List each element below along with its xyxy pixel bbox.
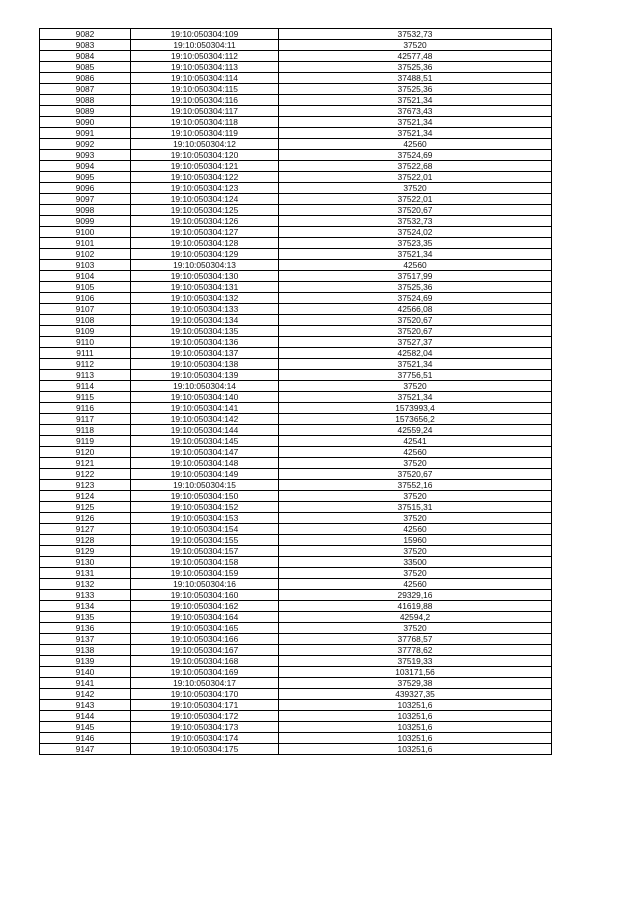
cadastral-number-cell: 19:10:050304:147 (131, 447, 279, 458)
row-number-cell: 9083 (40, 40, 131, 51)
row-number-cell: 9105 (40, 282, 131, 293)
value-cell: 42560 (279, 260, 552, 271)
row-number-cell: 9112 (40, 359, 131, 370)
value-cell: 42577,48 (279, 51, 552, 62)
cadastral-number-cell: 19:10:050304:159 (131, 568, 279, 579)
value-cell: 37525,36 (279, 282, 552, 293)
value-cell: 42560 (279, 139, 552, 150)
cadastral-number-cell: 19:10:050304:12 (131, 139, 279, 150)
table-row (40, 326, 552, 337)
value-cell: 103251,6 (279, 722, 552, 733)
value-cell: 42560 (279, 579, 552, 590)
value-cell: 37520 (279, 546, 552, 557)
row-number-cell: 9143 (40, 700, 131, 711)
table-row (40, 40, 552, 51)
value-cell: 103171,56 (279, 667, 552, 678)
value-cell: 37522,01 (279, 172, 552, 183)
value-cell: 37523,35 (279, 238, 552, 249)
row-number-cell: 9095 (40, 172, 131, 183)
value-cell: 37532,73 (279, 216, 552, 227)
value-cell: 41619,88 (279, 601, 552, 612)
cadastral-number-cell: 19:10:050304:165 (131, 623, 279, 634)
value-cell: 103251,6 (279, 744, 552, 755)
table-row (40, 645, 552, 656)
cadastral-number-cell: 19:10:050304:130 (131, 271, 279, 282)
table-row (40, 216, 552, 227)
value-cell: 42594,2 (279, 612, 552, 623)
table-row (40, 744, 552, 755)
cadastral-number-cell: 19:10:050304:142 (131, 414, 279, 425)
table-row (40, 546, 552, 557)
table-row (40, 337, 552, 348)
table-row (40, 95, 552, 106)
row-number-cell: 9121 (40, 458, 131, 469)
table-row (40, 590, 552, 601)
cadastral-number-cell: 19:10:050304:144 (131, 425, 279, 436)
row-number-cell: 9111 (40, 348, 131, 359)
cadastral-number-cell: 19:10:050304:148 (131, 458, 279, 469)
row-number-cell: 9119 (40, 436, 131, 447)
value-cell: 37527,37 (279, 337, 552, 348)
row-number-cell: 9084 (40, 51, 131, 62)
row-number-cell: 9086 (40, 73, 131, 84)
cadastral-number-cell: 19:10:050304:153 (131, 513, 279, 524)
row-number-cell: 9110 (40, 337, 131, 348)
value-cell: 42541 (279, 436, 552, 447)
cadastral-number-cell: 19:10:050304:127 (131, 227, 279, 238)
row-number-cell: 9138 (40, 645, 131, 656)
cadastral-number-cell: 19:10:050304:114 (131, 73, 279, 84)
table-row (40, 172, 552, 183)
value-cell: 103251,6 (279, 733, 552, 744)
cadastral-number-cell: 19:10:050304:116 (131, 95, 279, 106)
row-number-cell: 9093 (40, 150, 131, 161)
table-row (40, 359, 552, 370)
value-cell: 37521,34 (279, 392, 552, 403)
cadastral-number-cell: 19:10:050304:109 (131, 29, 279, 40)
cadastral-number-cell: 19:10:050304:173 (131, 722, 279, 733)
row-number-cell: 9127 (40, 524, 131, 535)
row-number-cell: 9103 (40, 260, 131, 271)
cadastral-number-cell: 19:10:050304:132 (131, 293, 279, 304)
value-cell: 37532,73 (279, 29, 552, 40)
value-cell: 37525,36 (279, 62, 552, 73)
table-row (40, 403, 552, 414)
value-cell: 42560 (279, 447, 552, 458)
value-cell: 37520 (279, 491, 552, 502)
row-number-cell: 9140 (40, 667, 131, 678)
table-row (40, 458, 552, 469)
row-number-cell: 9124 (40, 491, 131, 502)
cadastral-number-cell: 19:10:050304:149 (131, 469, 279, 480)
table-row (40, 612, 552, 623)
table-row (40, 656, 552, 667)
table-row (40, 161, 552, 172)
value-cell: 37520,67 (279, 326, 552, 337)
row-number-cell: 9147 (40, 744, 131, 755)
cadastral-number-cell: 19:10:050304:112 (131, 51, 279, 62)
cadastral-number-cell: 19:10:050304:125 (131, 205, 279, 216)
table-row (40, 260, 552, 271)
row-number-cell: 9133 (40, 590, 131, 601)
cadastral-number-cell: 19:10:050304:138 (131, 359, 279, 370)
row-number-cell: 9094 (40, 161, 131, 172)
table-row (40, 51, 552, 62)
row-number-cell: 9092 (40, 139, 131, 150)
cadastral-number-cell: 19:10:050304:16 (131, 579, 279, 590)
row-number-cell: 9141 (40, 678, 131, 689)
cadastral-number-cell: 19:10:050304:174 (131, 733, 279, 744)
row-number-cell: 9144 (40, 711, 131, 722)
value-cell: 37552,16 (279, 480, 552, 491)
cadastral-number-cell: 19:10:050304:145 (131, 436, 279, 447)
cadastral-number-cell: 19:10:050304:128 (131, 238, 279, 249)
cadastral-number-cell: 19:10:050304:167 (131, 645, 279, 656)
value-cell: 37488,51 (279, 73, 552, 84)
value-cell: 37673,43 (279, 106, 552, 117)
cadastral-number-cell: 19:10:050304:124 (131, 194, 279, 205)
value-cell: 439327,35 (279, 689, 552, 700)
row-number-cell: 9085 (40, 62, 131, 73)
table-row (40, 678, 552, 689)
table-row (40, 139, 552, 150)
table-row (40, 117, 552, 128)
value-cell: 42559,24 (279, 425, 552, 436)
row-number-cell: 9115 (40, 392, 131, 403)
value-cell: 37520 (279, 381, 552, 392)
row-number-cell: 9136 (40, 623, 131, 634)
table-row (40, 568, 552, 579)
cadastral-number-cell: 19:10:050304:113 (131, 62, 279, 73)
table-row (40, 381, 552, 392)
row-number-cell: 9142 (40, 689, 131, 700)
table-row (40, 535, 552, 546)
row-number-cell: 9122 (40, 469, 131, 480)
value-cell: 37522,01 (279, 194, 552, 205)
cadastral-number-cell: 19:10:050304:13 (131, 260, 279, 271)
table-row (40, 183, 552, 194)
row-number-cell: 9090 (40, 117, 131, 128)
value-cell: 37520 (279, 183, 552, 194)
table-row (40, 194, 552, 205)
value-cell: 37521,34 (279, 117, 552, 128)
value-cell: 42566,08 (279, 304, 552, 315)
cadastral-number-cell: 19:10:050304:129 (131, 249, 279, 260)
value-cell: 33500 (279, 557, 552, 568)
cadastral-number-cell: 19:10:050304:154 (131, 524, 279, 535)
value-cell: 103251,6 (279, 700, 552, 711)
table-row (40, 601, 552, 612)
table-row (40, 348, 552, 359)
table-row (40, 733, 552, 744)
cadastral-number-cell: 19:10:050304:140 (131, 392, 279, 403)
row-number-cell: 9088 (40, 95, 131, 106)
row-number-cell: 9125 (40, 502, 131, 513)
row-number-cell: 9129 (40, 546, 131, 557)
row-number-cell: 9123 (40, 480, 131, 491)
cadastral-number-cell: 19:10:050304:150 (131, 491, 279, 502)
row-number-cell: 9117 (40, 414, 131, 425)
value-cell: 37524,69 (279, 150, 552, 161)
cadastral-number-cell: 19:10:050304:115 (131, 84, 279, 95)
row-number-cell: 9102 (40, 249, 131, 260)
cadastral-number-cell: 19:10:050304:171 (131, 700, 279, 711)
table-row (40, 315, 552, 326)
row-number-cell: 9100 (40, 227, 131, 238)
cadastral-number-cell: 19:10:050304:166 (131, 634, 279, 645)
cadastral-number-cell: 19:10:050304:175 (131, 744, 279, 755)
table-row (40, 491, 552, 502)
value-cell: 37521,34 (279, 359, 552, 370)
value-cell: 37778,62 (279, 645, 552, 656)
value-cell: 37520 (279, 568, 552, 579)
value-cell: 15960 (279, 535, 552, 546)
value-cell: 37525,36 (279, 84, 552, 95)
cadastral-number-cell: 19:10:050304:135 (131, 326, 279, 337)
cadastral-number-cell: 19:10:050304:170 (131, 689, 279, 700)
cadastral-number-cell: 19:10:050304:134 (131, 315, 279, 326)
row-number-cell: 9082 (40, 29, 131, 40)
value-cell: 37520,67 (279, 469, 552, 480)
table-row (40, 29, 552, 40)
row-number-cell: 9120 (40, 447, 131, 458)
table-row (40, 634, 552, 645)
cadastral-number-cell: 19:10:050304:169 (131, 667, 279, 678)
table-row (40, 414, 552, 425)
row-number-cell: 9137 (40, 634, 131, 645)
table-row (40, 579, 552, 590)
table-row (40, 62, 552, 73)
cadastral-number-cell: 19:10:050304:121 (131, 161, 279, 172)
row-number-cell: 9087 (40, 84, 131, 95)
table-row (40, 689, 552, 700)
table-row (40, 304, 552, 315)
value-cell: 37520 (279, 458, 552, 469)
value-cell: 37522,68 (279, 161, 552, 172)
table-row (40, 524, 552, 535)
row-number-cell: 9113 (40, 370, 131, 381)
row-number-cell: 9099 (40, 216, 131, 227)
table-row (40, 370, 552, 381)
cadastral-number-cell: 19:10:050304:168 (131, 656, 279, 667)
row-number-cell: 9107 (40, 304, 131, 315)
row-number-cell: 9135 (40, 612, 131, 623)
cadastral-number-cell: 19:10:050304:15 (131, 480, 279, 491)
value-cell: 37521,34 (279, 95, 552, 106)
row-number-cell: 9132 (40, 579, 131, 590)
table-row (40, 722, 552, 733)
value-cell: 37520,67 (279, 205, 552, 216)
cadastral-number-cell: 19:10:050304:120 (131, 150, 279, 161)
row-number-cell: 9108 (40, 315, 131, 326)
table-row (40, 84, 552, 95)
value-cell: 37520 (279, 40, 552, 51)
cadastral-number-cell: 19:10:050304:160 (131, 590, 279, 601)
cadastral-number-cell: 19:10:050304:155 (131, 535, 279, 546)
value-cell: 1573656,2 (279, 414, 552, 425)
row-number-cell: 9146 (40, 733, 131, 744)
value-cell: 103251,6 (279, 711, 552, 722)
cadastral-number-cell: 19:10:050304:152 (131, 502, 279, 513)
value-cell: 29329,16 (279, 590, 552, 601)
row-number-cell: 9104 (40, 271, 131, 282)
table-row (40, 293, 552, 304)
cadastral-number-cell: 19:10:050304:158 (131, 557, 279, 568)
cadastral-number-cell: 19:10:050304:133 (131, 304, 279, 315)
cadastral-number-cell: 19:10:050304:11 (131, 40, 279, 51)
row-number-cell: 9091 (40, 128, 131, 139)
table-row (40, 502, 552, 513)
table-row (40, 249, 552, 260)
table-row (40, 282, 552, 293)
table-row (40, 73, 552, 84)
table-row (40, 667, 552, 678)
cadastral-number-cell: 19:10:050304:162 (131, 601, 279, 612)
cadastral-number-cell: 19:10:050304:117 (131, 106, 279, 117)
table-row (40, 150, 552, 161)
row-number-cell: 9096 (40, 183, 131, 194)
value-cell: 37756,51 (279, 370, 552, 381)
row-number-cell: 9097 (40, 194, 131, 205)
cadastral-number-cell: 19:10:050304:123 (131, 183, 279, 194)
cadastral-number-cell: 19:10:050304:137 (131, 348, 279, 359)
value-cell: 37520 (279, 623, 552, 634)
table-row (40, 238, 552, 249)
value-cell: 37524,02 (279, 227, 552, 238)
cadastral-number-cell: 19:10:050304:157 (131, 546, 279, 557)
table-row (40, 205, 552, 216)
table-row (40, 227, 552, 238)
value-cell: 42582,04 (279, 348, 552, 359)
row-number-cell: 9126 (40, 513, 131, 524)
table-row (40, 271, 552, 282)
row-number-cell: 9139 (40, 656, 131, 667)
cadastral-number-cell: 19:10:050304:119 (131, 128, 279, 139)
value-cell: 37520,67 (279, 315, 552, 326)
value-cell: 37517,99 (279, 271, 552, 282)
table-row (40, 711, 552, 722)
value-cell: 37519,33 (279, 656, 552, 667)
cadastral-number-cell: 19:10:050304:139 (131, 370, 279, 381)
table-row (40, 106, 552, 117)
table-row (40, 623, 552, 634)
row-number-cell: 9118 (40, 425, 131, 436)
cadastral-number-cell: 19:10:050304:14 (131, 381, 279, 392)
row-number-cell: 9106 (40, 293, 131, 304)
table-row (40, 557, 552, 568)
value-cell: 37529,38 (279, 678, 552, 689)
cadastral-number-cell: 19:10:050304:172 (131, 711, 279, 722)
value-cell: 1573993,4 (279, 403, 552, 414)
row-number-cell: 9114 (40, 381, 131, 392)
cadastral-number-cell: 19:10:050304:118 (131, 117, 279, 128)
row-number-cell: 9134 (40, 601, 131, 612)
table-row (40, 480, 552, 491)
value-cell: 42560 (279, 524, 552, 535)
row-number-cell: 9131 (40, 568, 131, 579)
value-cell: 37768,57 (279, 634, 552, 645)
cadastral-number-cell: 19:10:050304:164 (131, 612, 279, 623)
row-number-cell: 9109 (40, 326, 131, 337)
table-row (40, 513, 552, 524)
cadastral-number-cell: 19:10:050304:122 (131, 172, 279, 183)
table-row (40, 700, 552, 711)
table-row (40, 436, 552, 447)
row-number-cell: 9145 (40, 722, 131, 733)
row-number-cell: 9098 (40, 205, 131, 216)
table-row (40, 128, 552, 139)
table-row (40, 392, 552, 403)
value-cell: 37521,34 (279, 249, 552, 260)
value-cell: 37521,34 (279, 128, 552, 139)
row-number-cell: 9116 (40, 403, 131, 414)
value-cell: 37515,31 (279, 502, 552, 513)
row-number-cell: 9101 (40, 238, 131, 249)
row-number-cell: 9089 (40, 106, 131, 117)
cadastral-number-cell: 19:10:050304:17 (131, 678, 279, 689)
cadastral-number-cell: 19:10:050304:131 (131, 282, 279, 293)
cadastral-number-cell: 19:10:050304:136 (131, 337, 279, 348)
table-row (40, 447, 552, 458)
table-body (40, 29, 552, 755)
cadastral-number-cell: 19:10:050304:141 (131, 403, 279, 414)
data-table (39, 28, 552, 755)
row-number-cell: 9130 (40, 557, 131, 568)
value-cell: 37524,69 (279, 293, 552, 304)
value-cell: 37520 (279, 513, 552, 524)
cadastral-number-cell: 19:10:050304:126 (131, 216, 279, 227)
row-number-cell: 9128 (40, 535, 131, 546)
table-row (40, 425, 552, 436)
table-row (40, 469, 552, 480)
